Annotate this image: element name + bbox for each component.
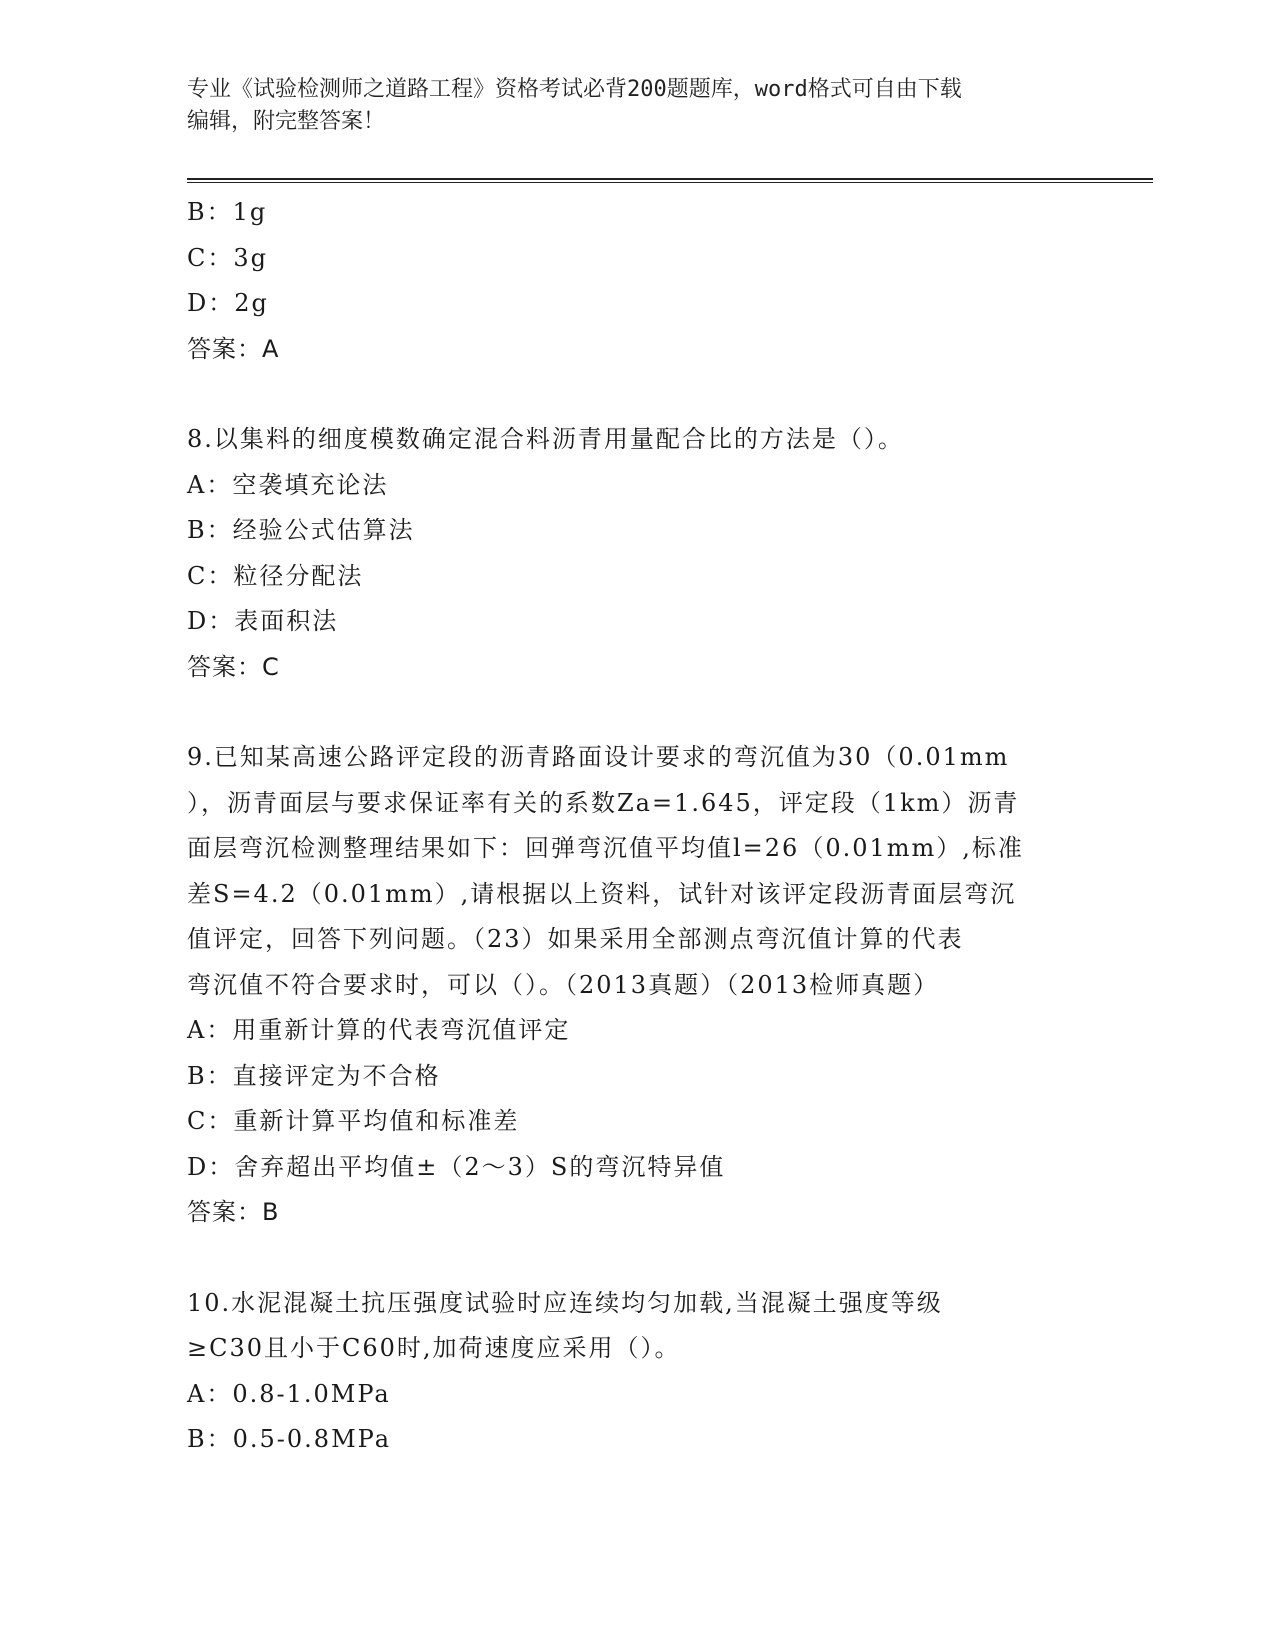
answer-line: 答案：B (187, 1198, 280, 1226)
header-rule-thin (187, 182, 1153, 183)
option-a: A：0.8-1.0MPa (187, 1379, 391, 1408)
header-line-2: 编辑，附完整答案！ (187, 109, 386, 134)
option-d: D：表面积法 (187, 607, 339, 635)
option-a: A：用重新计算的代表弯沉值评定 (187, 1016, 571, 1044)
answer-line: 答案：A (187, 334, 280, 363)
question-stem-line: 9.已知某高速公路评定段的沥青路面设计要求的弯沉值为30（0.01mm (187, 743, 1010, 771)
option-d: D：舍弃超出平均值±（2～3）S的弯沉特异值 (187, 1152, 726, 1181)
question-stem-line: 差S=4.2（0.01mm）,请根据以上资料，试针对该评定段沥青面层弯沉 (187, 879, 1017, 908)
option-c: C：重新计算平均值和标准差 (187, 1107, 520, 1135)
question-10 (187, 1281, 1087, 1463)
question-stem-line: 弯沉值不符合要求时，可以（）。（2013真题）（2013检师真题） (187, 970, 940, 999)
option-b: B：经验公式估算法 (187, 516, 415, 544)
option-a: A：空袭填充论法 (187, 470, 389, 499)
option-b: B：0.5-0.8MPa (187, 1425, 392, 1453)
question-9 (187, 735, 1087, 1236)
question-stem: 8.以集料的细度模数确定混合料沥青用量配合比的方法是（）。 (187, 425, 904, 453)
option-b: B：直接评定为不合格 (187, 1061, 441, 1090)
option-c: C：3g (187, 243, 268, 272)
answer-line: 答案：C (187, 652, 280, 681)
option-c: C：粒径分配法 (187, 561, 364, 590)
question-stem-line: ≥C30且小于C60时,加荷速度应采用（）。 (187, 1334, 681, 1362)
document-header (187, 74, 1087, 138)
question-stem-line: 值评定，回答下列问题。（23）如果采用全部测点弯沉值计算的代表 (187, 925, 964, 953)
question-stem-line: ），沥青面层与要求保证率有关的系数Za=1.645，评定段（1km）沥青 (187, 788, 1020, 817)
header-rule-thick (187, 178, 1153, 180)
prev-question (187, 190, 1087, 372)
option-b: B：1g (187, 198, 268, 226)
document-body (187, 190, 1087, 1463)
question-8 (187, 417, 1087, 690)
question-stem-line: 面层弯沉检测整理结果如下：回弹弯沉值平均值l=26（0.01mm）,标准 (187, 834, 1024, 862)
question-stem-line: 10.水泥混凝土抗压强度试验时应连续均匀加载,当混凝土强度等级 (187, 1288, 943, 1317)
option-d: D：2g (187, 289, 269, 317)
header-line-1: 专业《试验检测师之道路工程》资格考试必背200题题库，word格式可自由下载 (187, 77, 962, 102)
